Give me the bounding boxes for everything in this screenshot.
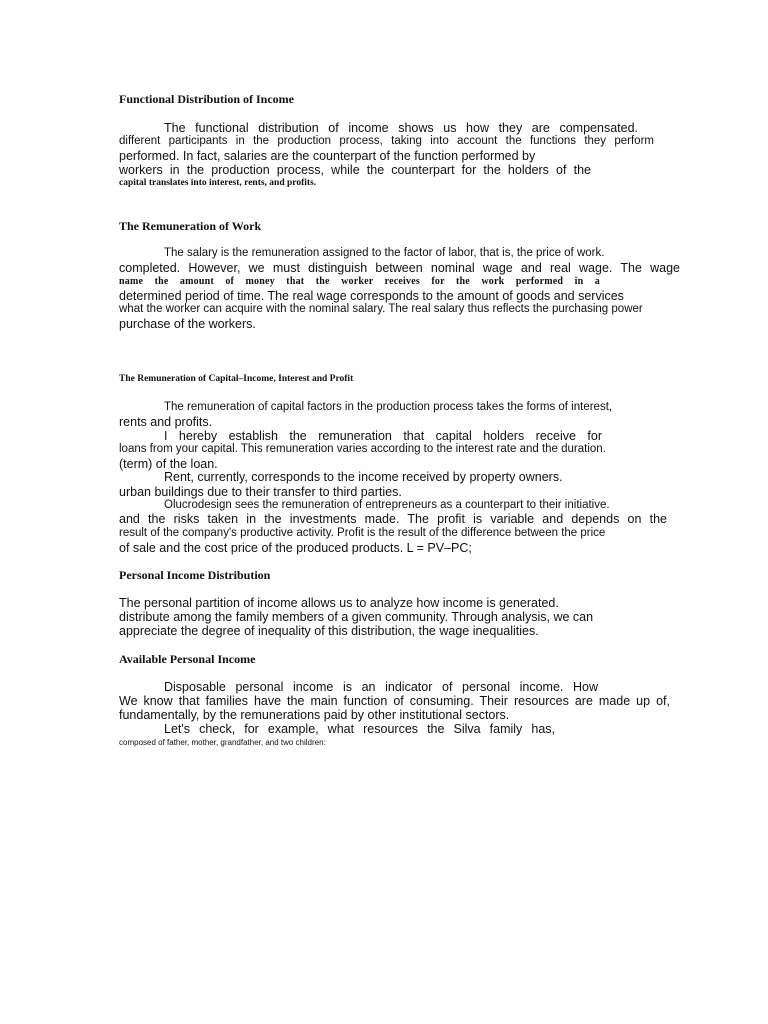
paragraph-line: composed of father, mother, grandfather, and two children:	[119, 738, 326, 747]
heading-personal-income-distribution: Personal Income Distribution	[119, 569, 271, 582]
paragraph-line: what the worker can acquire with the nominal salary. The real salary thus reflects the purchasing power	[119, 303, 643, 315]
paragraph-line: distribute among the family members of a given community. Through analysis, we can	[119, 610, 594, 624]
paragraph-line: The functional distribution of income shows us how they are compensated.	[164, 121, 638, 135]
paragraph-line: different participants in the production process, taking into account the functions they perform	[119, 135, 654, 147]
paragraph-line: The remuneration of capital factors in the production process takes the forms of interest,	[164, 401, 613, 413]
paragraph-line: performed. In fact, salaries are the counterpart of the function performed by	[119, 149, 536, 163]
paragraph-line: The personal partition of income allows us to analyze how income is generated.	[119, 596, 559, 610]
paragraph-line: appreciate the degree of inequality of this distribution, the wage inequalities.	[119, 624, 539, 638]
heading-functional-distribution: Functional Distribution of Income	[119, 93, 295, 106]
paragraph-line: fundamentally, by the remunerations paid by other institutional sectors.	[119, 708, 510, 722]
paragraph-line: result of the company's productive activity. Profit is the result of the difference between the price	[119, 527, 606, 539]
paragraph-line: Disposable personal income is an indicator of personal income. How	[164, 680, 598, 694]
paragraph-line: Let's check, for example, what resources the Silva family has,	[164, 722, 555, 736]
paragraph-line: urban buildings due to their transfer to third parties.	[119, 485, 402, 499]
paragraph-line: capital translates into interest, rents, and profits.	[119, 178, 317, 188]
paragraph-line: rents and profits.	[119, 415, 213, 429]
paragraph-line: Olucrodesign sees the remuneration of entrepreneurs as a counterpart to their initiative.	[164, 499, 610, 511]
paragraph-line: and the risks taken in the investments made. The profit is variable and depends on the	[119, 512, 667, 526]
heading-remuneration-of-capital: The Remuneration of Capital–Income, Interest and Profit	[119, 374, 354, 384]
paragraph-line: determined period of time. The real wage corresponds to the amount of goods and services	[119, 289, 624, 303]
paragraph-line: The salary is the remuneration assigned to the factor of labor, that is, the price of work.	[164, 247, 605, 259]
paragraph-line: We know that families have the main function of consuming. Their resources are made up of,	[119, 694, 670, 708]
heading-available-personal-income: Available Personal Income	[119, 653, 256, 666]
paragraph-line: (term) of the loan.	[119, 457, 218, 471]
paragraph-line: Rent, currently, corresponds to the income received by property owners.	[164, 470, 563, 484]
heading-remuneration-of-work: The Remuneration of Work	[119, 220, 262, 233]
paragraph-line: workers in the production process, while the counterpart for the holders of the	[119, 163, 591, 177]
paragraph-line: I hereby establish the remuneration that capital holders receive for	[164, 429, 602, 443]
paragraph-line: completed. However, we must distinguish between nominal wage and real wage. The wage	[119, 261, 680, 275]
paragraph-line: of sale and the cost price of the produced products. L = PV–PC;	[119, 541, 472, 555]
paragraph-line: loans from your capital. This remuneration varies according to the interest rate and the duration.	[119, 443, 606, 455]
paragraph-line: name the amount of money that the worker receives for the work performed in a	[119, 276, 600, 287]
paragraph-line: purchase of the workers.	[119, 317, 256, 331]
